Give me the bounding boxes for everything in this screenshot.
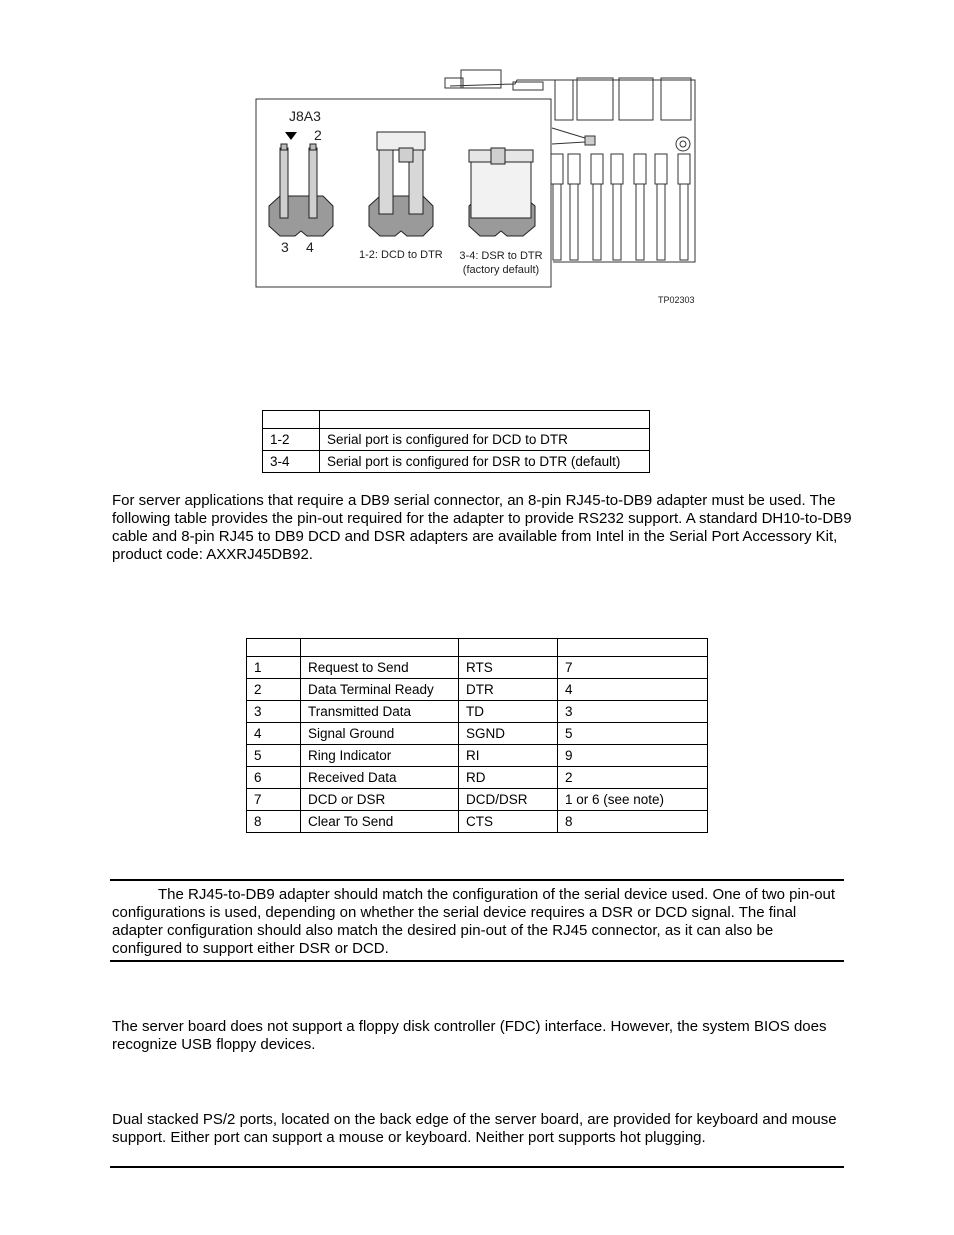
header-cell — [301, 639, 459, 657]
jumper-cell: 3-4 — [263, 451, 320, 473]
pin-4-label: 4 — [306, 239, 314, 255]
caption-dcd-to-dtr: 1-2: DCD to DTR — [359, 249, 443, 261]
table-row — [247, 701, 708, 723]
db9-paragraph: For server applications that require a DB9 serial connector, an 8-pin RJ45-to-DB9 adapter must be used. The following table provides the pin-out required for the adapter to provide RS232 support. A standard DH10-to-DB9 cable and 8-pin RJ45 to DB9 DCD and DSR adapters are available from Intel in the Serial Port Accessory Kit, product code: AXXRJ45DB92. — [112, 492, 852, 563]
mnemonic-cell: RI — [459, 745, 558, 767]
table-row — [247, 679, 708, 701]
jumper-figure — [255, 66, 705, 311]
jumper-cell: 1-2 — [263, 429, 320, 451]
mnemonic-cell: TD — [459, 701, 558, 723]
table-row — [247, 811, 708, 833]
caption-dsr-line2: (factory default) — [462, 264, 540, 276]
pin-cell: 7 — [247, 789, 301, 811]
db9-pin-cell: 4 — [558, 679, 708, 701]
db9-pin-cell: 2 — [558, 767, 708, 789]
table-row — [247, 745, 708, 767]
pin-3-label: 3 — [281, 239, 289, 255]
header-cell — [459, 639, 558, 657]
signal-name-cell: Ring Indicator — [301, 745, 459, 767]
jumper-table — [262, 410, 650, 473]
caption-dsr-line1: 3-4: DSR to DTR — [459, 250, 543, 262]
db9-pin-cell: 5 — [558, 723, 708, 745]
db9-pin-cell: 8 — [558, 811, 708, 833]
table-row — [247, 723, 708, 745]
pin-cell: 2 — [247, 679, 301, 701]
pinout-table — [246, 638, 708, 833]
db9-pin-cell: 9 — [558, 745, 708, 767]
table-header-row — [247, 639, 708, 657]
description-cell: Serial port is configured for DSR to DTR (default) — [320, 451, 650, 473]
mnemonic-cell: SGND — [459, 723, 558, 745]
table-header-row — [263, 411, 650, 429]
table-row — [247, 789, 708, 811]
table-row — [263, 429, 650, 451]
table-row — [263, 451, 650, 473]
pin-cell: 5 — [247, 745, 301, 767]
signal-name-cell: Transmitted Data — [301, 701, 459, 723]
signal-name-cell: Request to Send — [301, 657, 459, 679]
description-cell: Serial port is configured for DCD to DTR — [320, 429, 650, 451]
header-cell — [320, 411, 650, 429]
signal-name-cell: Received Data — [301, 767, 459, 789]
signal-name-cell: Data Terminal Ready — [301, 679, 459, 701]
header-cell — [558, 639, 708, 657]
ps2-paragraph: Dual stacked PS/2 ports, located on the back edge of the server board, are provided for keyboard and mouse support. Either port can support a mouse or keyboard. Neither port supports hot plugging. — [112, 1111, 837, 1146]
caption-dsr-to-dtr — [459, 249, 543, 277]
pin-cell: 4 — [247, 723, 301, 745]
db9-pin-cell: 7 — [558, 657, 708, 679]
header-label: J8A3 — [289, 108, 321, 124]
mnemonic-cell: DCD/DSR — [459, 789, 558, 811]
note-box — [110, 879, 844, 962]
table-row — [247, 767, 708, 789]
pin-2-label: 2 — [314, 127, 322, 143]
floppy-paragraph: The server board does not support a floppy disk controller (FDC) interface. However, the system BIOS does recognize USB floppy devices. — [112, 1018, 827, 1053]
db9-pin-cell: 1 or 6 (see note) — [558, 789, 708, 811]
figure-code: TP02303 — [658, 295, 695, 305]
pin-cell: 6 — [247, 767, 301, 789]
mnemonic-cell: RD — [459, 767, 558, 789]
pin-cell: 1 — [247, 657, 301, 679]
footer-rule — [110, 1166, 844, 1168]
table-row — [247, 657, 708, 679]
note-text: The RJ45-to-DB9 adapter should match the configuration of the serial device used. One of two pin-out configurations is used, depending on whether the serial device requires a DSR or DCD signal. The final adapter configuration should also match the desired pin-out of the RJ45 connector, as it can also be configured to support either DSR or DCD. — [112, 886, 836, 957]
signal-name-cell: DCD or DSR — [301, 789, 459, 811]
pin-cell: 8 — [247, 811, 301, 833]
header-cell — [247, 639, 301, 657]
mnemonic-cell: DTR — [459, 679, 558, 701]
signal-name-cell: Signal Ground — [301, 723, 459, 745]
db9-pin-cell: 3 — [558, 701, 708, 723]
mnemonic-cell: RTS — [459, 657, 558, 679]
mnemonic-cell: CTS — [459, 811, 558, 833]
signal-name-cell: Clear To Send — [301, 811, 459, 833]
header-cell — [263, 411, 320, 429]
pin-cell: 3 — [247, 701, 301, 723]
